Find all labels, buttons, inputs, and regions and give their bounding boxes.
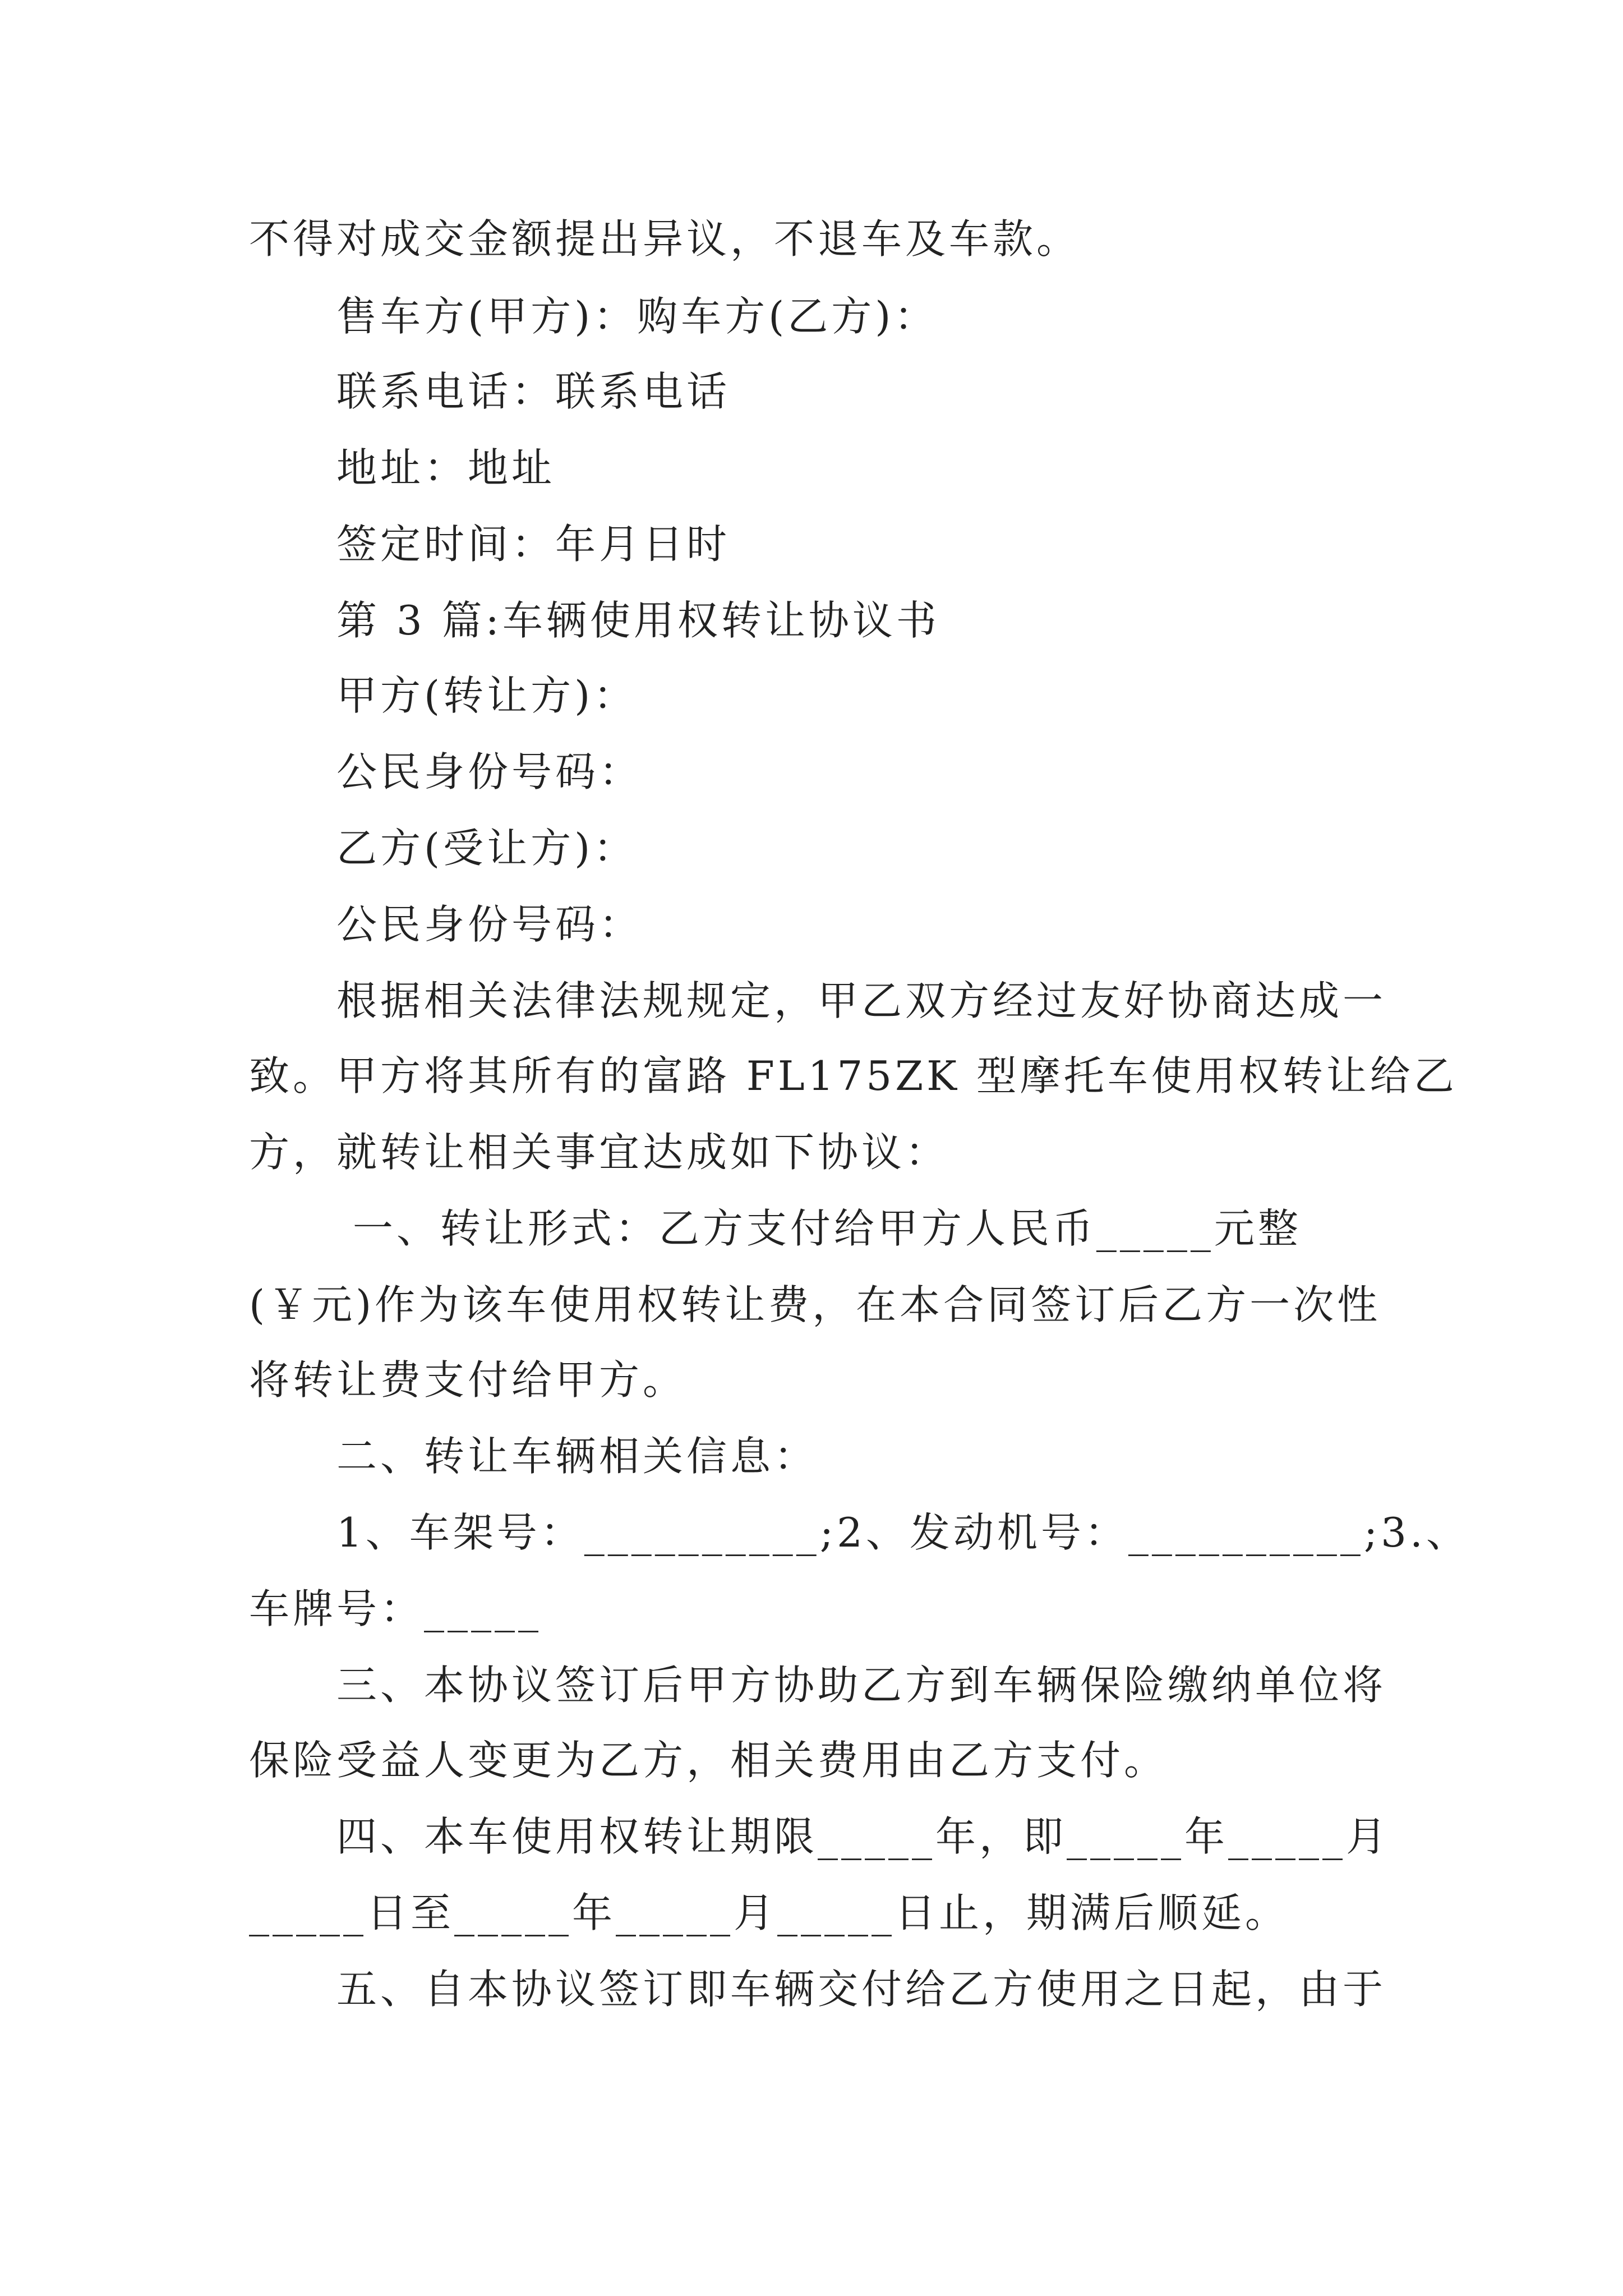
clause-1-line-3: 将转让费支付给甲方。 — [249, 1356, 687, 1404]
party-b-line: 乙方(受让方)： — [336, 825, 638, 872]
party-b-id-line: 公民身份号码： — [336, 901, 643, 948]
address-line: 地址：地址 — [336, 444, 556, 491]
plate-number-line: 车牌号：_____ — [249, 1585, 542, 1632]
phone-line: 联系电话：联系电话 — [336, 368, 731, 415]
clause-4-line-1: 四、本车使用权转让期限_____年，即_____年_____月 — [336, 1813, 1390, 1860]
clause-5-line-1: 五、自本协议签订即车辆交付给乙方使用之日起，由于 — [336, 1966, 1387, 2013]
section-title: 第 3 篇:车辆使用权转让协议书 — [336, 597, 940, 644]
paragraph-intro-line-2: 致。甲方将其所有的富路 FL175ZK 型摩托车使用权转让给乙 — [249, 1052, 1458, 1099]
clause-1-line-1: 一、转让形式：乙方支付给甲方人民币_____元整 — [336, 1205, 1302, 1252]
clause-2-heading: 二、转让车辆相关信息： — [336, 1433, 818, 1480]
paragraph-intro-line-1: 根据相关法律法规规定，甲乙双方经过友好协商达成一 — [336, 977, 1387, 1024]
paragraph-intro-line-3: 方，就转让相关事宜达成如下协议： — [249, 1129, 949, 1176]
signing-time-line: 签定时间：年月日时 — [336, 521, 731, 568]
clause-3-line-1: 三、本协议签订后甲方协助乙方到车辆保险缴纳单位将 — [336, 1662, 1387, 1709]
text-line-1: 不得对成交金额提出异议，不退车及车款。 — [249, 215, 1081, 263]
party-a-line: 甲方(转让方)： — [336, 672, 638, 719]
party-a-id-line: 公民身份号码： — [336, 748, 643, 795]
seller-buyer-line: 售车方(甲方)：购车方(乙方)： — [336, 293, 938, 340]
clause-3-line-2: 保险受益人变更为乙方，相关费用由乙方支付。 — [249, 1737, 1168, 1784]
clause-1-line-2: (￥元)作为该车使用权转让费，在本合同签订后乙方一次性 — [249, 1281, 1381, 1328]
clause-4-line-2: _____日至_____年_____月_____日止，期满后顺延。 — [249, 1889, 1289, 1936]
vehicle-numbers-line: 1、车架号：__________;2、发动机号：__________;3.、 — [336, 1509, 1470, 1556]
